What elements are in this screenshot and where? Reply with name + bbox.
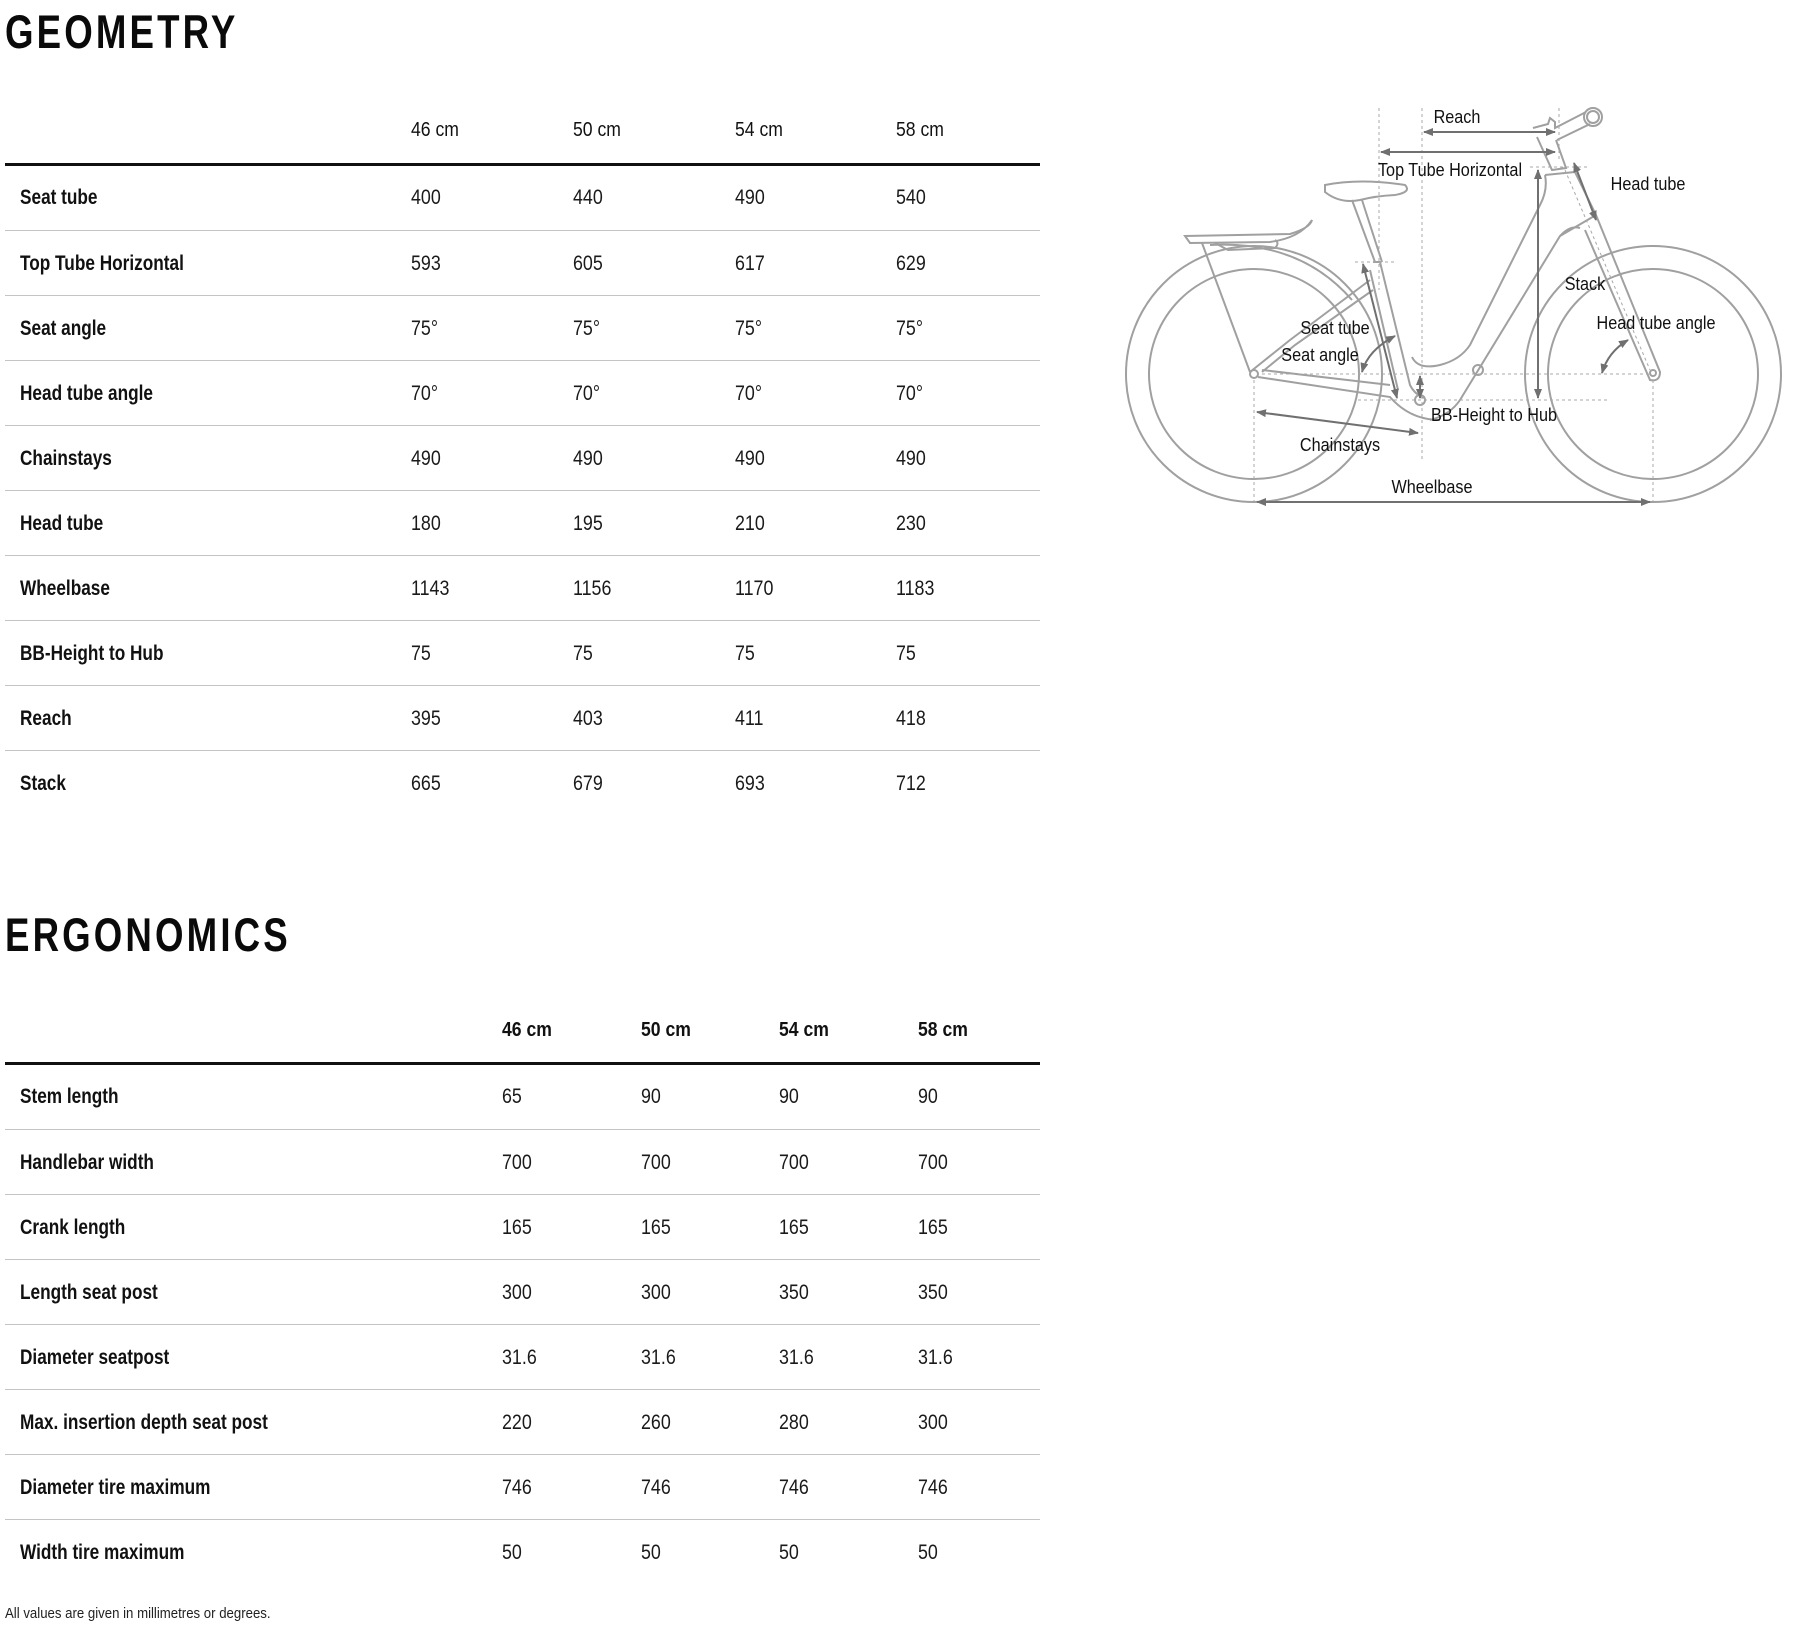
ergonomics-size-58: 58 cm (918, 1019, 968, 1041)
head-tube-arrow (1574, 163, 1596, 220)
ergonomics-size-50: 50 cm (641, 1019, 691, 1041)
cell-value: 230 (896, 512, 926, 535)
cell-value: 75 (573, 642, 593, 665)
table-row (5, 165, 1040, 230)
row-label: BB-Height to Hub (20, 642, 164, 665)
row-label: Reach (20, 707, 72, 730)
cell-value: 50 (502, 1541, 522, 1564)
cell-value: 90 (641, 1085, 661, 1108)
row-label: Width tire maximum (20, 1541, 185, 1564)
cell-value: 350 (918, 1281, 948, 1304)
cell-value: 50 (918, 1541, 938, 1564)
cell-value: 440 (573, 186, 603, 209)
cell-value: 1183 (896, 577, 935, 600)
cell-value: 490 (896, 447, 926, 470)
cell-value: 300 (502, 1281, 532, 1304)
cell-value: 746 (918, 1476, 948, 1499)
footnote: All values are given in millimetres or degrees. (5, 1605, 271, 1622)
row-label: Head tube (20, 512, 104, 535)
cell-value: 418 (896, 707, 926, 730)
cell-value: 70° (896, 382, 924, 405)
cell-value: 490 (573, 447, 603, 470)
label-chainstays: Chainstays (1299, 435, 1381, 455)
cell-value: 260 (641, 1411, 671, 1434)
cell-value: 617 (735, 252, 765, 275)
cell-value: 1156 (573, 577, 612, 600)
label-bb-height-to-hub: BB-Height to Hub (1430, 405, 1558, 425)
label-seat-angle: Seat angle (1281, 345, 1359, 365)
bike-geometry-diagram (1120, 90, 1810, 520)
table-row (5, 1519, 1040, 1585)
row-label: Top Tube Horizontal (20, 252, 184, 275)
table-row (5, 1454, 1040, 1520)
label-head-tube-angle: Head tube angle (1596, 313, 1716, 333)
cell-value: 746 (779, 1476, 809, 1499)
row-label: Head tube angle (20, 382, 154, 405)
geometry-size-50: 50 cm (573, 119, 621, 141)
table-row (5, 295, 1040, 361)
row-label: Handlebar width (20, 1151, 154, 1174)
table-row (5, 750, 1040, 816)
cell-value: 540 (896, 186, 926, 209)
geometry-size-58: 58 cm (896, 119, 944, 141)
cell-value: 746 (502, 1476, 532, 1499)
ergonomics-size-46: 46 cm (502, 1019, 552, 1041)
table-row (5, 685, 1040, 751)
row-label: Wheelbase (20, 577, 110, 600)
cell-value: 395 (411, 707, 441, 730)
table-row (5, 360, 1040, 426)
chainstays-arrow (1257, 412, 1418, 433)
cell-value: 593 (411, 252, 441, 275)
label-wheelbase: Wheelbase (1391, 477, 1473, 497)
row-label: Stem length (20, 1085, 119, 1108)
table-row (5, 1194, 1040, 1260)
cell-value: 403 (573, 707, 603, 730)
cell-value: 700 (641, 1151, 671, 1174)
cell-value: 411 (735, 707, 764, 730)
cell-value: 605 (573, 252, 603, 275)
cell-value: 90 (779, 1085, 799, 1108)
table-row (5, 425, 1040, 491)
table-row (5, 1389, 1040, 1455)
ergonomics-title: ERGONOMICS (5, 908, 291, 961)
cell-value: 75° (573, 317, 601, 340)
label-seat-tube: Seat tube (1300, 318, 1370, 338)
table-row (5, 1324, 1040, 1390)
cell-value: 490 (735, 447, 765, 470)
cell-value: 31.6 (918, 1346, 953, 1369)
label-stack: Stack (1564, 274, 1606, 294)
cell-value: 70° (411, 382, 439, 405)
cell-value: 31.6 (641, 1346, 676, 1369)
cell-value: 70° (735, 382, 763, 405)
cell-value: 490 (411, 447, 441, 470)
cell-value: 180 (411, 512, 441, 535)
cell-value: 300 (641, 1281, 671, 1304)
cell-value: 280 (779, 1411, 809, 1434)
table-row (5, 620, 1040, 686)
cell-value: 350 (779, 1281, 809, 1304)
cell-value: 665 (411, 772, 441, 795)
cell-value: 75° (411, 317, 439, 340)
row-label: Diameter seatpost (20, 1346, 170, 1369)
geometry-title: GEOMETRY (5, 5, 239, 58)
table-row (5, 230, 1040, 296)
row-label: Stack (20, 772, 66, 795)
head-tube-angle-arrow (1602, 340, 1628, 373)
geometry-size-54: 54 cm (735, 119, 783, 141)
cell-value: 400 (411, 186, 441, 209)
cell-value: 75° (735, 317, 763, 340)
cell-value: 300 (918, 1411, 948, 1434)
cell-value: 195 (573, 512, 603, 535)
table-row (5, 1129, 1040, 1195)
label-reach: Reach (1433, 107, 1481, 127)
cell-value: 712 (896, 772, 926, 795)
bike-illustration (1120, 90, 1810, 520)
cell-value: 50 (779, 1541, 799, 1564)
cell-value: 75 (735, 642, 755, 665)
cell-value: 210 (735, 512, 765, 535)
cell-value: 165 (502, 1216, 532, 1239)
cell-value: 1143 (411, 577, 450, 600)
cell-value: 65 (502, 1085, 522, 1108)
row-label: Diameter tire maximum (20, 1476, 211, 1499)
row-label: Length seat post (20, 1281, 158, 1304)
cell-value: 220 (502, 1411, 532, 1434)
table-row (5, 1064, 1040, 1129)
cell-value: 75 (896, 642, 916, 665)
table-row (5, 555, 1040, 621)
table-row (5, 490, 1040, 556)
row-label: Seat tube (20, 186, 98, 209)
geometry-size-46: 46 cm (411, 119, 459, 141)
cell-value: 31.6 (779, 1346, 814, 1369)
cell-value: 70° (573, 382, 601, 405)
cell-value: 165 (779, 1216, 809, 1239)
cell-value: 75 (411, 642, 431, 665)
table-row (5, 1259, 1040, 1325)
cell-value: 679 (573, 772, 603, 795)
cell-value: 1170 (735, 577, 774, 600)
row-label: Crank length (20, 1216, 126, 1239)
cell-value: 50 (641, 1541, 661, 1564)
ergonomics-size-54: 54 cm (779, 1019, 829, 1041)
cell-value: 629 (896, 252, 926, 275)
row-label: Seat angle (20, 317, 107, 340)
cell-value: 75° (896, 317, 924, 340)
cell-value: 693 (735, 772, 765, 795)
cell-value: 165 (918, 1216, 948, 1239)
label-top-tube-horizontal: Top Tube Horizontal (1377, 160, 1523, 180)
label-head-tube: Head tube (1610, 174, 1686, 194)
cell-value: 700 (918, 1151, 948, 1174)
cell-value: 700 (502, 1151, 532, 1174)
cell-value: 165 (641, 1216, 671, 1239)
cell-value: 31.6 (502, 1346, 537, 1369)
cell-value: 746 (641, 1476, 671, 1499)
row-label: Max. insertion depth seat post (20, 1411, 268, 1434)
cell-value: 700 (779, 1151, 809, 1174)
cell-value: 490 (735, 186, 765, 209)
row-label: Chainstays (20, 447, 112, 470)
cell-value: 90 (918, 1085, 938, 1108)
